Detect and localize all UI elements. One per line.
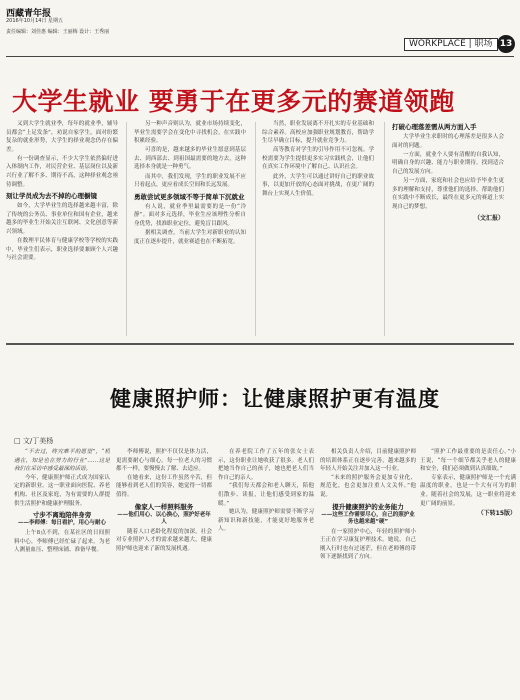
header-divider (6, 56, 514, 57)
paragraph: “照护工作最重要的是责任心。”小王说，“每一个细节都关乎老人的健康和安全，我们必须做到认真细致。” (420, 449, 516, 473)
paragraph: 一方面，就业个人要有清醒的自我认知，明确自身的兴趣、能力与职业期待，找到适合自己的发展方向。 (392, 151, 504, 175)
article2-column-4 (320, 448, 416, 694)
byline: □ 文/丁美杨 (14, 437, 54, 445)
paragraph: 据相关调查，当前大学生对新职业的认知度正在逐步提升，就业赛道也在不断拓宽。 (134, 230, 246, 245)
subheading: 勇敢尝试更多领域不等于简单下沉就业 (134, 192, 245, 201)
paragraph: 今年，健康照护师正式成为国家认定的新职业。这一职业面向医院、养老机构、社区及家庭，为有需要的人群提供生活照护和健康护理服务。 (14, 474, 110, 507)
paragraph: 在数理平民体育与健康学校等学校的实践中，毕业生们表示，职业选择要兼顾个人兴趣与社会需要。 (6, 238, 118, 262)
paragraph: “未来的照护服务会更加专业化、规范化，也会更加注重人文关怀。”他说。 (320, 474, 416, 498)
article1-column-4 (392, 120, 504, 338)
paragraph: 另一方面，家庭和社会也应给予毕业生更多的理解和支持，尊重他们的选择，帮助他们在实践中不断成长，最终在更多元的赛道上实现自己的梦想。 (392, 177, 504, 210)
page-number-badge: 13 (497, 35, 515, 53)
paper-name: 西藏青年报 (6, 9, 52, 19)
section-label: WORKPLACE | 职场 (404, 38, 498, 51)
subheading-caption: ——他们用心、以心换心，照护好老年人 (117, 511, 211, 525)
paragraph: 她认为，健康照护师需要不断学习新知识和新技能，才能更好地服务老人。 (218, 509, 314, 533)
paragraph: 在她看来，这份工作虽然辛苦，但能够看到老人们的笑容，她觉得一切都值得。 (116, 474, 212, 498)
paragraph: 在养老院工作了五年的张女士表示，这份职业让她收获了很多。老人们把她当作自己的孩子，她也把老人们当作自己的亲人。 (218, 449, 314, 481)
issue-date: 2016年10月14日 星期五 (6, 18, 64, 24)
continuation-note: （下转15版） (477, 510, 516, 518)
subheading: 像家人一样照料服务 (134, 502, 194, 511)
article2-column-5 (420, 448, 516, 694)
paragraph: 而其中，我们发现，学生的职业发展不应只看起点，更应看成长空间和长远发展。 (134, 173, 246, 189)
article1-column-1 (6, 120, 118, 338)
paragraph: 相关负责人介绍，目前健康照护师的培训体系正在逐步完善，越来越多的年轻人开始关注并加入这一行业。 (320, 449, 416, 473)
column-divider (384, 122, 385, 336)
intro-paragraph: “不去过，终究难平的愿望”，“机遇在，知是也在努力的行业”……这是我们在采访中感受最深的话语。 (14, 449, 110, 473)
article-divider (6, 343, 514, 345)
paragraph: 上午8点不到，在某社区的日间照料中心，李师傅已经忙碌了起来，为老人测量血压、整理床铺、准备早餐。 (14, 530, 110, 554)
headline-main: 大学生就业 要勇于在更多元的赛道领跑 (12, 87, 455, 116)
source-note: （文汇报） (473, 215, 504, 223)
editor-credits: 责任编辑：刘佳惠 编辑：王丽梅 设计：王秀丽 (6, 29, 110, 35)
article2-column-2 (116, 448, 212, 694)
subheading: 打破心理落差需从两方面入手 (392, 123, 477, 131)
paragraph: 有一份调查显示，不少大学生依然偏好进入体制内工作，对民营企业、基层岗位以及新兴行业了解不多、期待不高，这种择业观念亟待调整。 (6, 155, 118, 188)
paragraph: 李师傅说，照护不仅仅是体力活，更需要耐心与细心。每一位老人的习惯都不一样，要慢慢去了解、去适应。 (116, 449, 212, 473)
article2-column-1 (14, 448, 110, 694)
paragraph: 又到大学生就业季，每年的就业季，辅导员都会“上足发条”，劝说自家学生，面对纷繁复杂的就业形势，大学生的择业观念仍存在偏差。 (6, 121, 118, 153)
article1-column-3 (262, 120, 374, 338)
column-divider (255, 122, 256, 336)
paragraph: 可喜的是，越来越多的毕业生愿意到基层去、到西部去、到祖国最需要的地方去，这种选择本身就是一种勇气。 (134, 147, 246, 171)
paragraph: 在一家照护中心，年轻的照护师小王正在学习康复护理技术。她说，自己刚入行时也有过迷茫，但在老师傅的带领下逐渐找到了方向。 (320, 528, 416, 561)
subheading: 提升健康照护的业务能力 (332, 502, 404, 511)
paragraph: 另一种声音则认为，就业市场持续变化，毕业生需要学会在变化中寻找机会，在实践中积累经验。 (134, 121, 246, 145)
article2-column-3 (218, 448, 314, 694)
subheading: 寸步不离地陪伴身旁 (32, 511, 92, 520)
paragraph: 当然，职业发展离不开扎实的专业基础和综合素养。高校应加强职业规划教育，帮助学生尽早确立目标，提升就业竞争力。 (262, 121, 374, 145)
paragraph: 随着人口老龄化程度的加深，社会对专业照护人才的需求越来越大，健康照护师也迎来了新的发展机遇。 (116, 528, 212, 552)
masthead (0, 0, 520, 58)
paragraph: 如今，大学毕业生的选择越来越丰富，除了传统的公务员、事业单位和国有企业，越来越多的毕业生开始关注互联网、文化创意等新兴领域。 (6, 203, 118, 236)
paragraph: 高等教育对学生的引导作用不可忽视。学校需要为学生提供更多实习实践机会，让他们在真实工作环境中了解自己、认识社会。 (262, 147, 374, 171)
paragraph: 专家表示，健康照护师是一个充满温度的职业，也是一个大有可为的职业。随着社会的发展，这一职业将迎来更广阔的前景。 (420, 474, 516, 507)
paragraph: “我们每天都会和老人聊天，陪他们散步、读报，让他们感受到家的温暖。” (218, 483, 314, 507)
paragraph: 有人说，就业季里最需要的是一份“冷静”。面对多元选择，毕业生应该理性分析自身优势，找准职业定位，避免盲目跟风。 (134, 203, 246, 227)
subheading-caption: ——李师傅：每日看护，用心与耐心 (17, 520, 106, 527)
headline-secondary: 健康照护师：让健康照护更有温度 (110, 387, 440, 411)
paragraph: 大学毕业生求职时的心理落差是很多人会面对的问题。 (392, 134, 504, 149)
column-divider (126, 122, 127, 336)
article1-column-2 (134, 120, 246, 338)
subheading-caption: ——这些工作需要尽心，自己的照护业务也越来越“硬” (321, 511, 415, 525)
paragraph: 此外，大学生可以通过讲好自己的职业故事，以更加开放的心态面对挑战，在更广阔的舞台上实现人生价值。 (262, 173, 374, 197)
subheading: 刻让学员成为去不掉的心理橱镜 (6, 192, 97, 201)
